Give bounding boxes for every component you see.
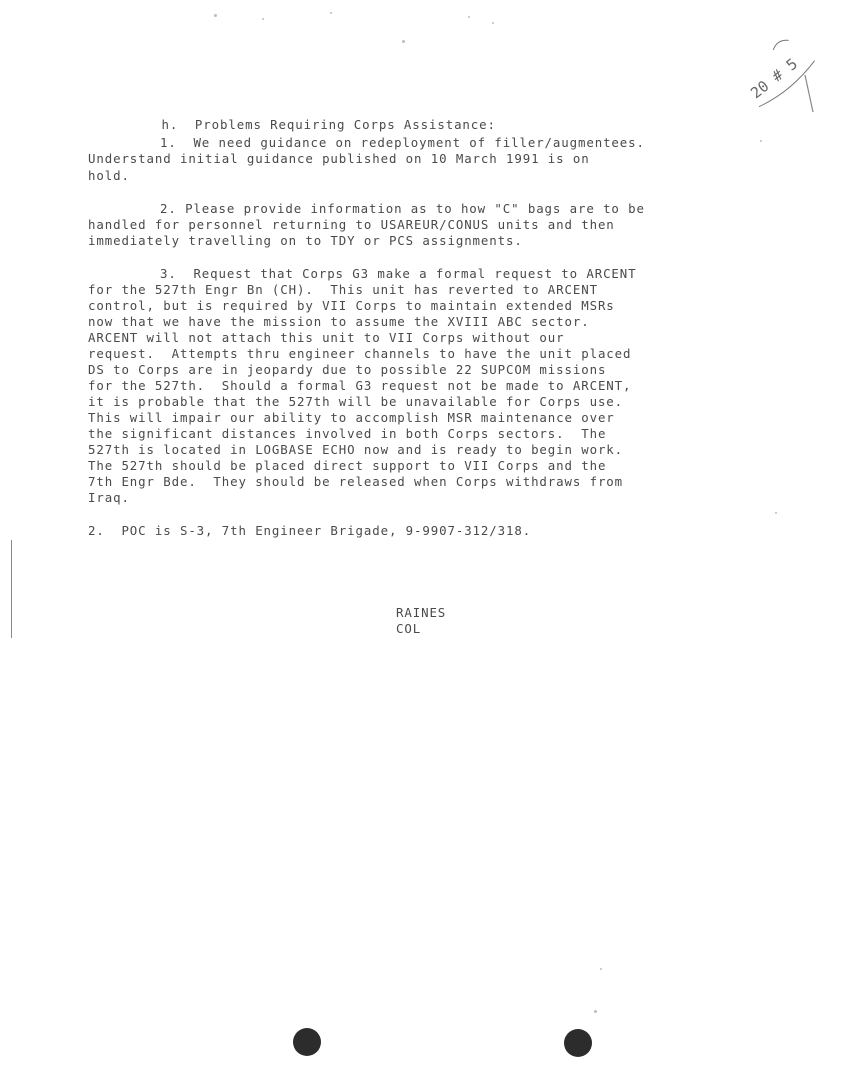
item-3-line-14: 7th Engr Bde. They should be released when Corps withdraws from: [88, 474, 624, 489]
stamp-graphic: [735, 20, 825, 120]
item-2-line-3: immediately travelling on to TDY or PCS assignments.: [88, 233, 523, 248]
document-stamp: [735, 20, 825, 120]
section-title: Problems Requiring Corps Assistance:: [194, 116, 496, 132]
scan-speck: [492, 22, 494, 24]
item-1-line-2: Understand initial guidance published on 10 March 1991 is on: [88, 151, 590, 166]
item-3-line-15: Iraq.: [88, 490, 130, 505]
item-3-line-8: for the 527th. Should a formal G3 request not be made to ARCENT,: [88, 378, 632, 393]
item-3-line-4: now that we have the mission to assume the XVIII ABC sector.: [88, 314, 590, 329]
item-3-line-10: This will impair our ability to accomplish MSR maintenance over: [88, 410, 615, 425]
item-3-line-7: DS to Corps are in jeopardy due to possible 22 SUPCOM missions: [88, 362, 607, 377]
item-3-line-13: The 527th should be placed direct support to VII Corps and the: [88, 458, 607, 473]
scan-speck: [214, 14, 217, 17]
scan-speck: [402, 40, 405, 43]
scan-edge-line: [11, 540, 12, 638]
scan-speck: [262, 18, 264, 20]
item-3-line-3: control, but is required by VII Corps to maintain extended MSRs: [88, 298, 615, 313]
poc-line: 2. POC is S-3, 7th Engineer Brigade, 9-9907-312/318.: [88, 523, 532, 538]
punch-hole-left: [293, 1028, 321, 1056]
signature-rank: COL: [396, 621, 422, 636]
item-3-line-12: 527th is located in LOGBASE ECHO now and is ready to begin work.: [88, 442, 624, 457]
item-1-line-1: 1. We need guidance on redeployment of filler/augmentees.: [160, 135, 645, 150]
item-1-line-3: hold.: [88, 168, 130, 183]
item-3-line-6: request. Attempts thru engineer channels to have the unit placed: [88, 346, 632, 361]
item-3-line-1: 3. Request that Corps G3 make a formal request to ARCENT: [160, 266, 637, 281]
scan-speck: [760, 140, 762, 142]
scan-speck: [330, 12, 332, 14]
punch-hole-right: [564, 1029, 592, 1057]
item-3-line-5: ARCENT will not attach this unit to VII Corps without our: [88, 330, 565, 345]
item-3-line-11: the significant distances involved in both Corps sectors. The: [88, 426, 607, 441]
item-3-line-2: for the 527th Engr Bn (CH). This unit has reverted to ARCENT: [88, 282, 598, 297]
item-3-line-9: it is probable that the 527th will be unavailable for Corps use.: [88, 394, 624, 409]
item-2-line-1: 2. Please provide information as to how "C" bags are to be: [160, 201, 645, 216]
section-label: h.: [161, 116, 179, 132]
stamp-text: 20 # 5: [747, 54, 801, 103]
scan-speck: [600, 968, 602, 970]
scan-speck: [775, 512, 777, 514]
scan-speck: [594, 1010, 597, 1013]
item-2-line-2: handled for personnel returning to USAREUR/CONUS units and then: [88, 217, 615, 232]
scan-speck: [468, 16, 470, 18]
signature-name: RAINES: [396, 605, 447, 620]
